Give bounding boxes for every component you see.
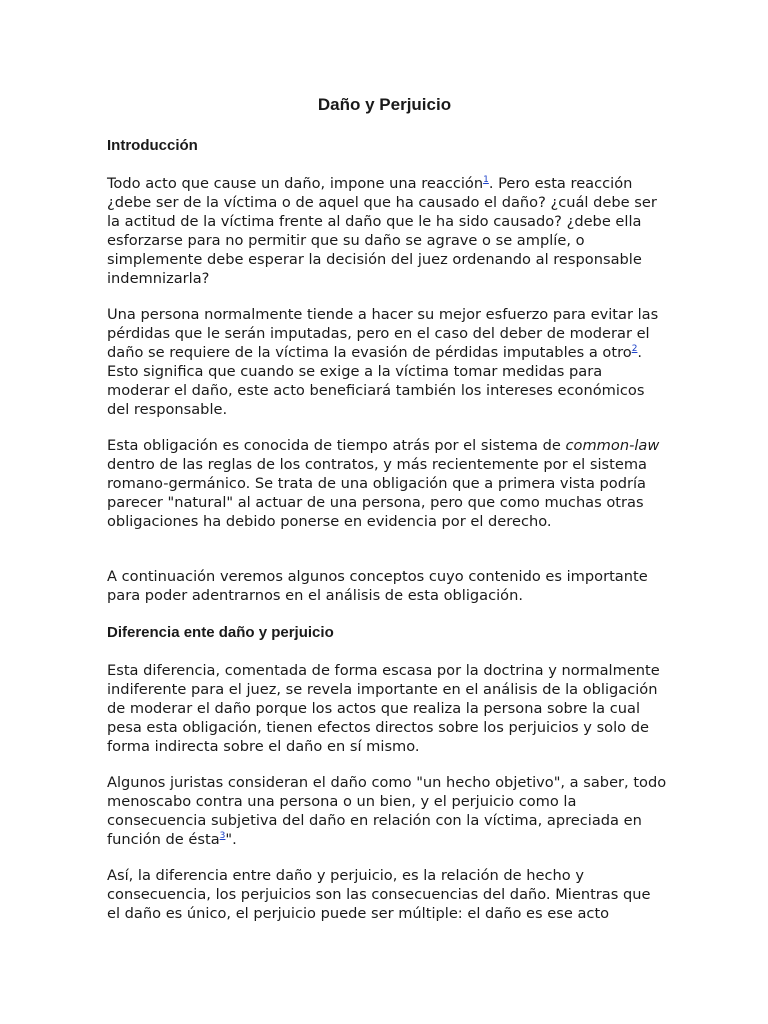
paragraph-text: Así, la diferencia entre daño y perjuicio, es la relación de hecho y consecuencia, los perjuicios son las consecuencias del daño. Mientras que el daño es único, el perjuicio puede ser múltiple: el daño es ese acto bbox=[107, 867, 651, 922]
paragraph-intro-3 bbox=[107, 437, 667, 532]
paragraph-text: Todo acto que cause un daño, impone una reacción bbox=[107, 175, 484, 192]
paragraph-diff-2 bbox=[107, 774, 667, 850]
paragraph-intro-1 bbox=[107, 175, 667, 288]
footnote-link-3[interactable]: 3 bbox=[219, 830, 226, 841]
paragraph-diff-3 bbox=[107, 867, 667, 924]
paragraph-text: ". bbox=[225, 830, 237, 848]
paragraph-text: Una persona normalmente tiende a hacer su mejor esfuerzo para evitar las pérdidas que le serán imputadas, pero en el caso del deber de moderar el daño se requiere de la víctima la evasión de pérdidas imputables a otro bbox=[107, 306, 659, 361]
section-heading-introduccion: Introducción bbox=[107, 137, 198, 154]
italic-term: common-law bbox=[565, 437, 660, 454]
paragraph-text: dentro de las reglas de los contratos, y más recientemente por el sistema romano-germánico. Se trata de una obligación que a primera vista podría parecer "natural" al actuar de una persona, pero que como muchas otras obligaciones ha debido ponerse en evidencia por el derecho. bbox=[107, 455, 647, 530]
paragraph-text: Esta diferencia, comentada de forma escasa por la doctrina y normalmente indiferente para el juez, se revela importante en el análisis de la obligación de moderar el daño porque los actos que realiza la persona sobre la cual pesa esta obligación, tienen efectos directos sobre los perjuicios y solo de forma indirecta sobre el daño en sí mismo. bbox=[107, 662, 660, 755]
paragraph-intro-2 bbox=[107, 306, 667, 419]
paragraph-text: Algunos juristas consideran el daño como "un hecho objetivo", a saber, todo menoscabo contra una persona o un bien, y el perjuicio como la consecuencia subjetiva del daño en relación con la víctima, apreciada en función de ésta bbox=[107, 774, 667, 848]
paragraph-diff-1 bbox=[107, 662, 667, 757]
paragraph-text: . Pero esta reacción ¿debe ser de la víctima o de aquel que ha causado el daño? ¿cuál debe ser la actitud de la víctima frente al daño que le ha sido causado? ¿debe ella esforzarse para no permitir que su daño se agrave o se amplíe, o simplemente debe esperar la decisión del juez ordenando al responsable indemnizarla? bbox=[107, 175, 657, 287]
paragraph-intro-4 bbox=[107, 568, 667, 606]
paragraph-text: . Esto significa que cuando se exige a la víctima tomar medidas para moderar el daño, este acto beneficiará también los intereses económicos del responsable. bbox=[107, 343, 645, 418]
paragraph-text: Esta obligación es conocida de tiempo atrás por el sistema de bbox=[107, 437, 566, 454]
footnote-link-2[interactable]: 2 bbox=[631, 343, 638, 354]
footnote-link-1[interactable]: 1 bbox=[483, 175, 489, 186]
document-title: Daño y Perjuicio bbox=[317, 95, 452, 114]
section-heading-diferencia: Diferencia ente daño y perjuicio bbox=[107, 624, 334, 641]
paragraph-text: A continuación veremos algunos conceptos cuyo contenido es importante para poder adentrarnos en el análisis de esta obligación. bbox=[107, 568, 648, 604]
